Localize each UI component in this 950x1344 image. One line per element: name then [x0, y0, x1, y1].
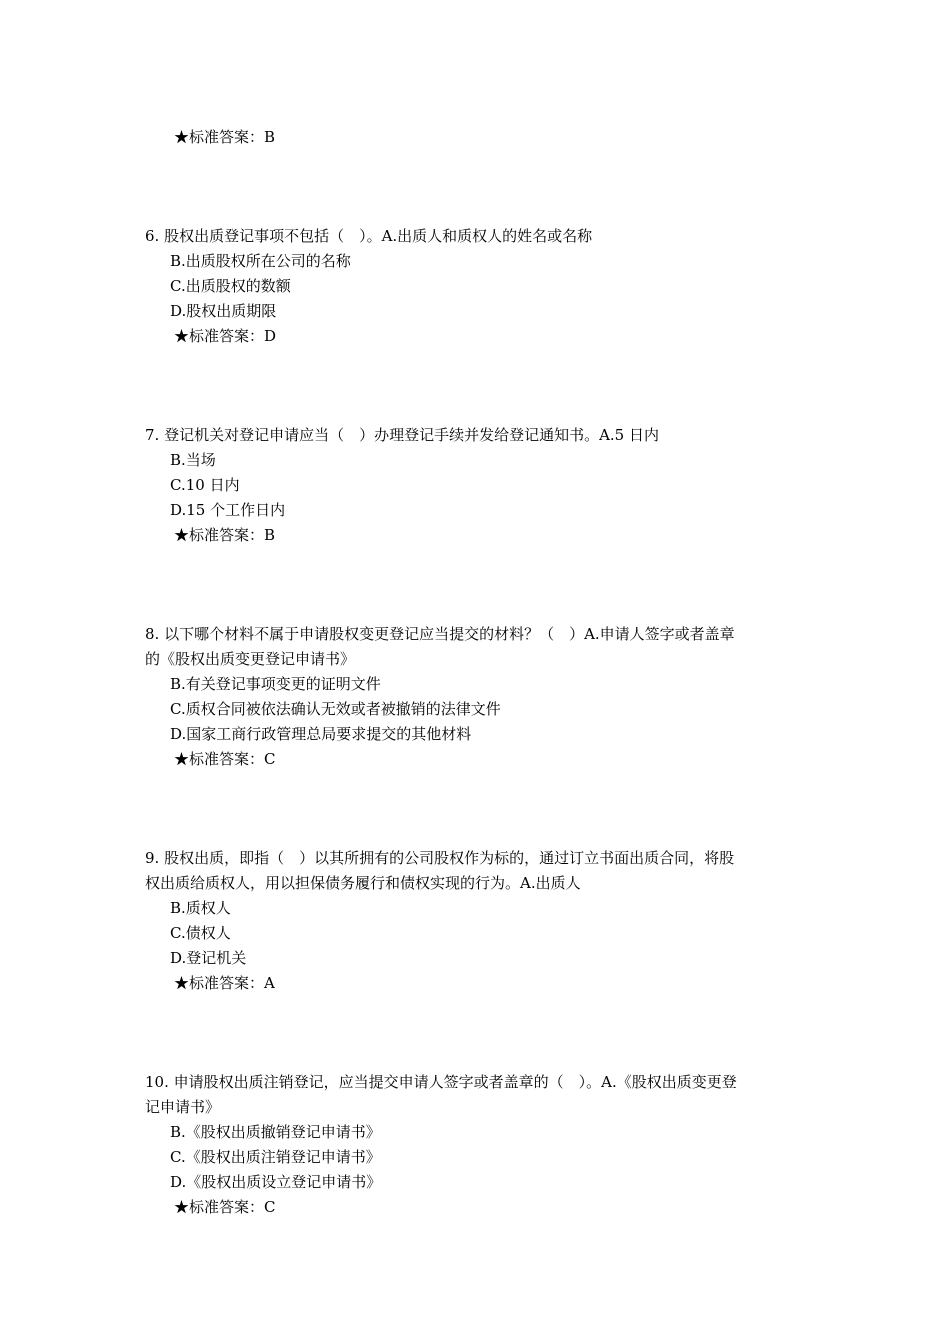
option-c: C.债权人 [170, 924, 231, 942]
question-stem-continued: 权出质给质权人，用以担保债务履行和债权实现的行为。A.出质人 [145, 874, 581, 892]
option-b: B.出质股权所在公司的名称 [170, 252, 351, 270]
standard-answer: ★标准答案：C [174, 750, 276, 768]
question-stem: 7. 登记机关对登记申请应当（ ）办理登记手续并发给登记通知书。A.5 日内 [145, 426, 659, 444]
option-d: D.股权出质期限 [170, 302, 277, 320]
standard-answer: ★标准答案：A [174, 974, 275, 992]
option-b: B.质权人 [170, 899, 231, 917]
standard-answer: ★标准答案：C [174, 1198, 276, 1216]
option-d: D.《股权出质设立登记申请书》 [170, 1173, 382, 1191]
option-c: C.10 日内 [170, 476, 240, 494]
option-b: B.当场 [170, 451, 216, 469]
previous-question-answer: ★标准答案：B [174, 128, 276, 146]
option-c: C.出质股权的数额 [170, 277, 291, 295]
option-c: C.质权合同被依法确认无效或者被撤销的法律文件 [170, 700, 501, 718]
option-b: B.有关登记事项变更的证明文件 [170, 675, 381, 693]
standard-answer: ★标准答案：D [174, 327, 277, 345]
question-stem: 9. 股权出质，即指（ ）以其所拥有的公司股权作为标的，通过订立书面出质合同，将股 [145, 849, 735, 867]
question-stem: 10. 申请股权出质注销登记，应当提交申请人签字或者盖章的（ ）。A.《股权出质变更登 [145, 1073, 737, 1091]
option-c: C.《股权出质注销登记申请书》 [170, 1148, 381, 1166]
question-stem: 6. 股权出质登记事项不包括（ ）。A.出质人和质权人的姓名或名称 [145, 227, 593, 245]
option-d: D.15 个工作日内 [170, 501, 286, 519]
question-stem: 8. 以下哪个材料不属于申请股权变更登记应当提交的材料？（ ）A.申请人签字或者盖章 [145, 625, 735, 643]
standard-answer: ★标准答案：B [174, 526, 276, 544]
question-stem-continued: 记申请书》 [145, 1098, 221, 1116]
question-stem-continued: 的《股权出质变更登记申请书》 [145, 650, 356, 668]
option-d: D.登记机关 [170, 949, 247, 967]
option-d: D.国家工商行政管理总局要求提交的其他材料 [170, 725, 472, 743]
option-b: B.《股权出质撤销登记申请书》 [170, 1123, 381, 1141]
